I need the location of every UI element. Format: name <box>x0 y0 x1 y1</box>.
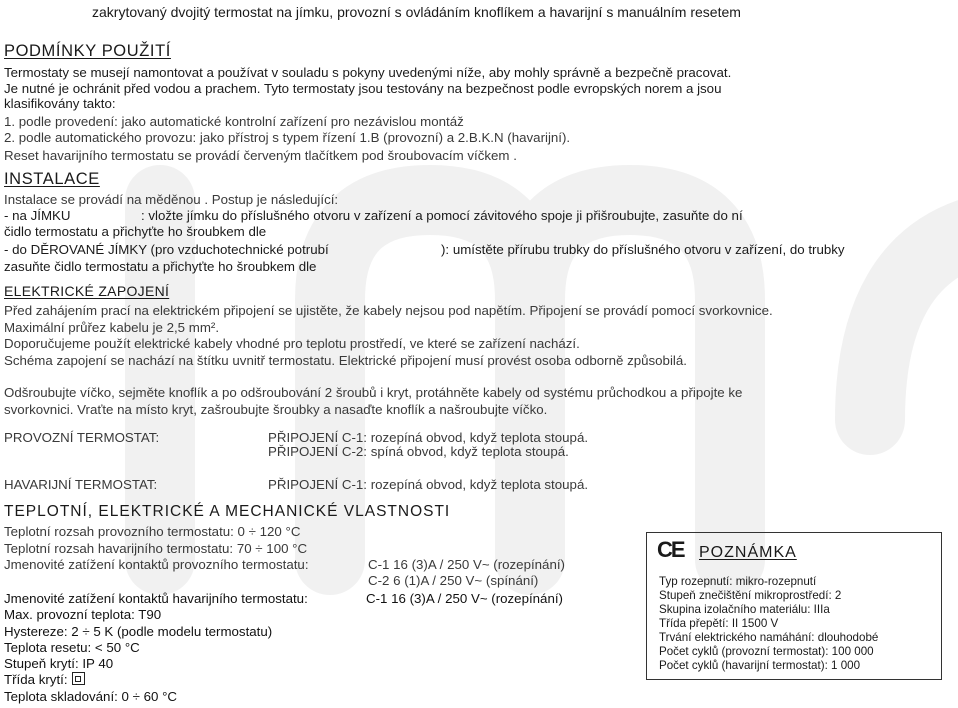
note-line: Stupeň znečištění mikroprostředí: 2 <box>659 589 842 602</box>
spec-line: C-1 16 (3)A / 250 V~ (rozepínání) <box>366 591 563 606</box>
spec-line: Jmenovité zatížení kontaktů havarijního termostatu: <box>4 591 308 606</box>
electrical-line: Před zahájením prací na elektrickém připojení se ujistěte, že kabely nejsou pod napětím. Připojení se provádí pomocí svorkovnice. <box>4 303 773 318</box>
installation-line: : vložte jímku do příslušného otvoru v zařízení a pomocí závitového spoje ji přišroubujte, zasuňte do ní <box>141 208 743 223</box>
electrical-line: Doporučujeme použít elektrické kabely vhodné pro teplotu prostředí, ve které se zařízení nachází. <box>4 336 580 351</box>
conditions-line: Je nutné je ochránit před vodou a prachem. Tyto termostaty jsou testovány na bezpečnost podle evropských norem a jsou <box>4 81 722 96</box>
double-insulation-icon <box>72 672 85 685</box>
electrical-line: svorkovnici. Vraťte na místo kryt, zašroubujte šroubky a nasaďte knoflík a našroubujte víčko. <box>4 402 548 417</box>
technical-heading: TEPLOTNÍ, ELEKTRICKÉ A MECHANICKÉ VLASTNOSTI <box>4 503 451 520</box>
spec-line: C-2 6 (1)A / 250 V~ (spínání) <box>368 573 539 588</box>
installation-line: - do DĚROVANÉ JÍMKY (pro vzduchotechnické potrubí <box>4 242 329 257</box>
installation-line: čidlo termostatu a přichyťte ho šroubkem dle <box>4 224 267 239</box>
spec-line: Max. provozní teplota: T90 <box>4 607 162 622</box>
spec-line: C-1 16 (3)A / 250 V~ (rozepínání) <box>368 557 565 572</box>
electrical-line: Schéma zapojení se nachází na štítku uvnitř termostatu. Elektrické připojení musí provést osoba odborně způsobilá. <box>4 353 687 368</box>
note-line: Typ rozepnutí: mikro-rozepnutí <box>659 575 817 588</box>
note-line: Počet cyklů (havarijní termostat): 1 000 <box>659 659 861 672</box>
note-lines <box>659 575 878 673</box>
installation-heading: INSTALACE <box>4 170 100 188</box>
conditions-line: 1. podle provedení: jako automatické kontrolní zařízení pro nezávislou montáž <box>4 114 464 129</box>
electrical-line: Odšroubujte víčko, sejměte knoflík a po odšroubování 2 šroubů i kryt, protáhněte kabely od systému průchodkou a připojte ke <box>4 385 743 400</box>
spec-line: Hystereze: 2 ÷ 5 K (podle modelu termostatu) <box>4 624 273 639</box>
conditions-line: 2. podle automatického provozu: jako přístroj s typem řízení 1.B (provozní) a 2.B.K.N (havarijní). <box>4 130 571 145</box>
provozni-label: PROVOZNÍ TERMOSTAT: <box>4 430 160 445</box>
havarijni-label: HAVARIJNÍ TERMOSTAT: <box>4 477 158 492</box>
spec-line: Teplotní rozsah havarijního termostatu: 70 ÷ 100 °C <box>4 541 308 556</box>
note-line: Skupina izolačního materiálu: IIIa <box>659 603 830 616</box>
electrical-heading: ELEKTRICKÉ ZAPOJENÍ <box>4 283 170 299</box>
installation-line: zasuňte čidlo termostatu a přichyťte ho šroubkem dle <box>4 259 317 274</box>
conditions-line: Reset havarijního termostatu se provádí červeným tlačítkem pod šroubovacím víčkem . <box>4 148 517 163</box>
spec-line: Třída krytí: <box>4 672 85 687</box>
conditions-heading: PODMÍNKY POUŽITÍ <box>4 42 171 60</box>
note-heading: POZNÁMKA <box>699 544 797 561</box>
installation-line: - na JÍMKU <box>4 208 71 223</box>
provozni-c2: PŘIPOJENÍ C-2: spíná obvod, když teplota stoupá. <box>268 444 569 459</box>
note-line: Počet cyklů (provozní termostat): 100 000 <box>659 645 874 658</box>
ce-mark-icon: CE <box>657 537 684 562</box>
installation-line: Instalace se provádí na měděnou . Postup je následující: <box>4 192 339 207</box>
note-box <box>646 532 942 680</box>
installation-line: ): umístěte přírubu trubky do příslušného otvoru v zařízení, do trubky <box>441 242 845 257</box>
spec-line: Teplota resetu: < 50 °C <box>4 640 140 655</box>
document-subtitle: zakrytovaný dvojitý termostat na jímku, provozní s ovládáním knoflíkem a havarijní s manuálním resetem <box>92 4 741 20</box>
conditions-line: klasifikovány takto: <box>4 96 116 111</box>
spec-line: Stupeň krytí: IP 40 <box>4 656 114 671</box>
spec-line: Jmenovité zatížení kontaktů provozního termostatu: <box>4 557 309 572</box>
spec-line: Teplota skladování: 0 ÷ 60 °C <box>4 689 178 704</box>
note-line: Trvání elektrického namáhání: dlouhodobé <box>659 631 879 644</box>
electrical-line: Maximální průřez kabelu je 2,5 mm². <box>4 320 220 335</box>
spec-line: Teplotní rozsah provozního termostatu: 0 ÷ 120 °C <box>4 524 301 539</box>
note-line: Třída přepětí: II 1500 V <box>659 617 779 630</box>
conditions-line: Termostaty se musejí namontovat a používat v souladu s pokyny uvedenými níže, aby mohly správně a bezpečně pracovat. <box>4 65 732 80</box>
havarijni-c1: PŘIPOJENÍ C-1: rozepíná obvod, když teplota stoupá. <box>268 477 589 492</box>
provozni-c1: PŘIPOJENÍ C-1: rozepíná obvod, když teplota stoupá. <box>268 430 589 445</box>
